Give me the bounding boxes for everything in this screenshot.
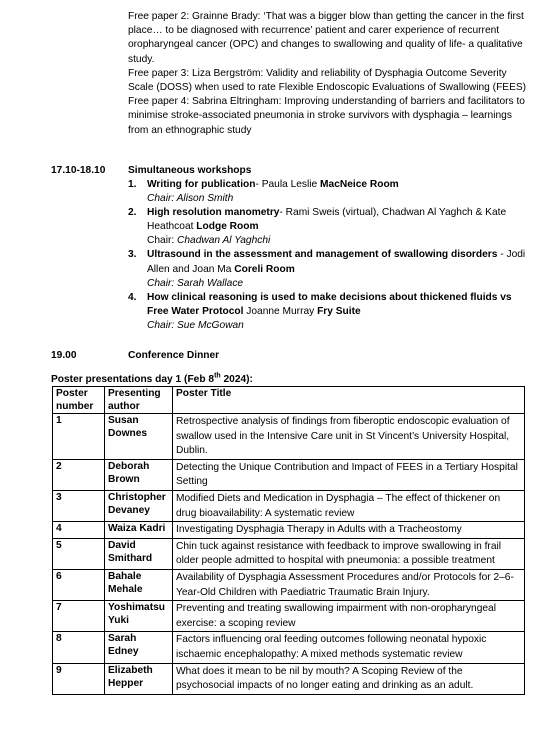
workshop-room: MacNeice Room — [320, 179, 399, 190]
dinner-time: 19.00 — [51, 350, 77, 361]
workshop-item — [128, 291, 528, 333]
poster-number-cell: 9 — [53, 663, 105, 694]
header-poster-number: Poster number — [53, 387, 105, 414]
chair-label: Chair: — [147, 319, 178, 331]
presenting-author-cell: David Smithard — [105, 538, 173, 569]
chair-name: Alison Smith — [176, 193, 234, 205]
presenting-author-cell: Yoshimatsu Yuki — [105, 601, 173, 632]
workshop-room: Lodge Room — [196, 221, 259, 233]
table-row — [53, 632, 525, 663]
poster-title-cell: Detecting the Unique Contribution and Impact of FEES in a Tertiary Hospital Setting — [173, 459, 525, 490]
poster-number-cell: 8 — [53, 632, 105, 663]
workshop-presenters: Joanne Murray — [243, 305, 315, 317]
table-row — [53, 663, 525, 694]
workshop-chair — [147, 277, 528, 291]
workshop-number: 2. — [128, 207, 137, 219]
presenting-author-cell: Christopher Devaney — [105, 490, 173, 521]
workshop-presenters: - Paula Leslie — [255, 179, 318, 190]
poster-heading-year: 2024): — [220, 374, 253, 385]
presenting-author-cell: Sarah Edney — [105, 632, 173, 663]
poster-title-cell: Preventing and treating swallowing impairment with non-oropharyngeal exercise: a scoping review — [173, 601, 525, 632]
table-row — [53, 459, 525, 490]
table-row — [53, 414, 525, 460]
chair-label: Chair: — [147, 235, 178, 247]
chair-label: Chair: — [147, 277, 178, 289]
poster-number-cell: 1 — [53, 414, 105, 460]
workshop-title: High resolution manometry — [147, 207, 280, 219]
workshop-chair — [147, 234, 528, 248]
poster-number-cell: 2 — [53, 459, 105, 490]
workshop-room: Coreli Room — [234, 263, 295, 275]
table-row — [53, 569, 525, 600]
workshop-presenters: - Jodi Allen and Joan Ma — [147, 249, 526, 275]
workshop-title: How clinical reasoning is used to make decisions about thickened fluids vs Free Water Protocol — [147, 291, 512, 317]
workshop-item — [128, 178, 528, 206]
poster-number-cell: 6 — [53, 569, 105, 600]
workshop-number: 4. — [128, 291, 137, 303]
workshop-number: 1. — [128, 179, 137, 190]
workshops-time: 17.10-18.10 — [51, 165, 106, 176]
poster-title-cell: What does it mean to be nil by mouth? A Scoping Review of the psychosocial impacts of no longer eating and drinking as an adult. — [173, 663, 525, 694]
workshop-number: 3. — [128, 249, 137, 261]
chair-name: Sarah Wallace — [177, 277, 244, 289]
poster-number-cell: 5 — [53, 538, 105, 569]
dinner-title: Conference Dinner — [128, 350, 220, 361]
presenting-author-cell: Bahale Mehale — [105, 569, 173, 600]
header-poster-title: Poster Title — [173, 387, 525, 414]
poster-title-cell: Factors influencing oral feeding outcomes following neonatal hypoxic ischaemic encephalopathy: A mixed methods systematic review — [173, 632, 525, 663]
poster-title-cell: Availability of Dysphagia Assessment Procedures and/or Protocols for 2–6-Year-Old Children with Paediatric Traumatic Brain Injury. — [173, 569, 525, 600]
workshop-chair — [147, 319, 528, 333]
poster-number-cell: 3 — [53, 490, 105, 521]
workshop-chair — [147, 192, 528, 206]
workshop-title: Ultrasound in the assessment and management of swallowing disorders — [147, 249, 498, 261]
workshops-title: Simultaneous workshops — [128, 165, 252, 176]
poster-table — [52, 386, 525, 695]
workshop-title: Writing for publication — [147, 179, 256, 190]
workshop-item — [128, 248, 528, 290]
presenting-author-cell: Elizabeth Hepper — [105, 663, 173, 694]
free-paper-3: Free paper 3: Liza Bergström: Validity and reliability of Dysphagia Outcome Severity Scale (DOSS) when used to rate Flexible Endoscopic Evaluations of Swallowing (FEES) — [128, 67, 527, 94]
workshop-item — [128, 206, 528, 248]
workshop-presenters: - Rami Sweis (virtual), Chadwan Al Yaghch & Kate Heathcoat — [147, 207, 507, 233]
poster-title-cell: Modified Diets and Medication in Dysphagia – The effect of thickener on drug bioavailability: A systematic review — [173, 490, 525, 521]
poster-section-heading — [51, 374, 253, 385]
poster-title-cell: Investigating Dysphagia Therapy in Adults with a Tracheostomy — [173, 522, 525, 539]
table-header-row — [53, 387, 525, 414]
header-presenting-author: Presenting author — [105, 387, 173, 414]
workshops-list — [128, 178, 528, 333]
poster-number-cell: 4 — [53, 522, 105, 539]
free-paper-4: Free paper 4: Sabrina Eltringham: Improving understanding of barriers and facilitators to minimise stroke-associated pneumonia in stroke survivors with dysphagia – learnings from an ethnographic study — [128, 96, 525, 136]
table-row — [53, 522, 525, 539]
workshop-room: Fry Suite — [317, 305, 361, 317]
presenting-author-cell: Waiza Kadri — [105, 522, 173, 539]
chair-name: Sue McGowan — [177, 319, 244, 331]
table-row — [53, 490, 525, 521]
presenting-author-cell: Susan Downes — [105, 414, 173, 460]
chair-label: Chair: — [147, 193, 177, 205]
poster-heading-text: Poster presentations day 1 (Feb 8 — [51, 374, 215, 385]
table-row — [53, 538, 525, 569]
free-paper-2: Free paper 2: Grainne Brady: ‘That was a bigger blow than getting the cancer in the first place… to be diagnosed with recurrence’ patient and carer experience of recurrent oropharyngeal cancer (OPC) and changes to swallowing and quality of life- a qualitative study. — [128, 11, 524, 65]
presenting-author-cell: Deborah Brown — [105, 459, 173, 490]
chair-name: Chadwan Al Yaghchi — [177, 235, 271, 247]
poster-title-cell: Retrospective analysis of findings from fiberoptic endoscopic evaluation of swallow used in the Intensive Care unit in St Vincent’s University Hospital, Dublin. — [173, 414, 525, 460]
poster-heading-suffix: th — [214, 372, 221, 380]
free-papers-list — [128, 10, 528, 138]
table-row — [53, 601, 525, 632]
poster-number-cell: 7 — [53, 601, 105, 632]
poster-title-cell: Chin tuck against resistance with feedback to improve swallowing in frail older people admitted to hospital with pneumonia: a possible treatment — [173, 538, 525, 569]
